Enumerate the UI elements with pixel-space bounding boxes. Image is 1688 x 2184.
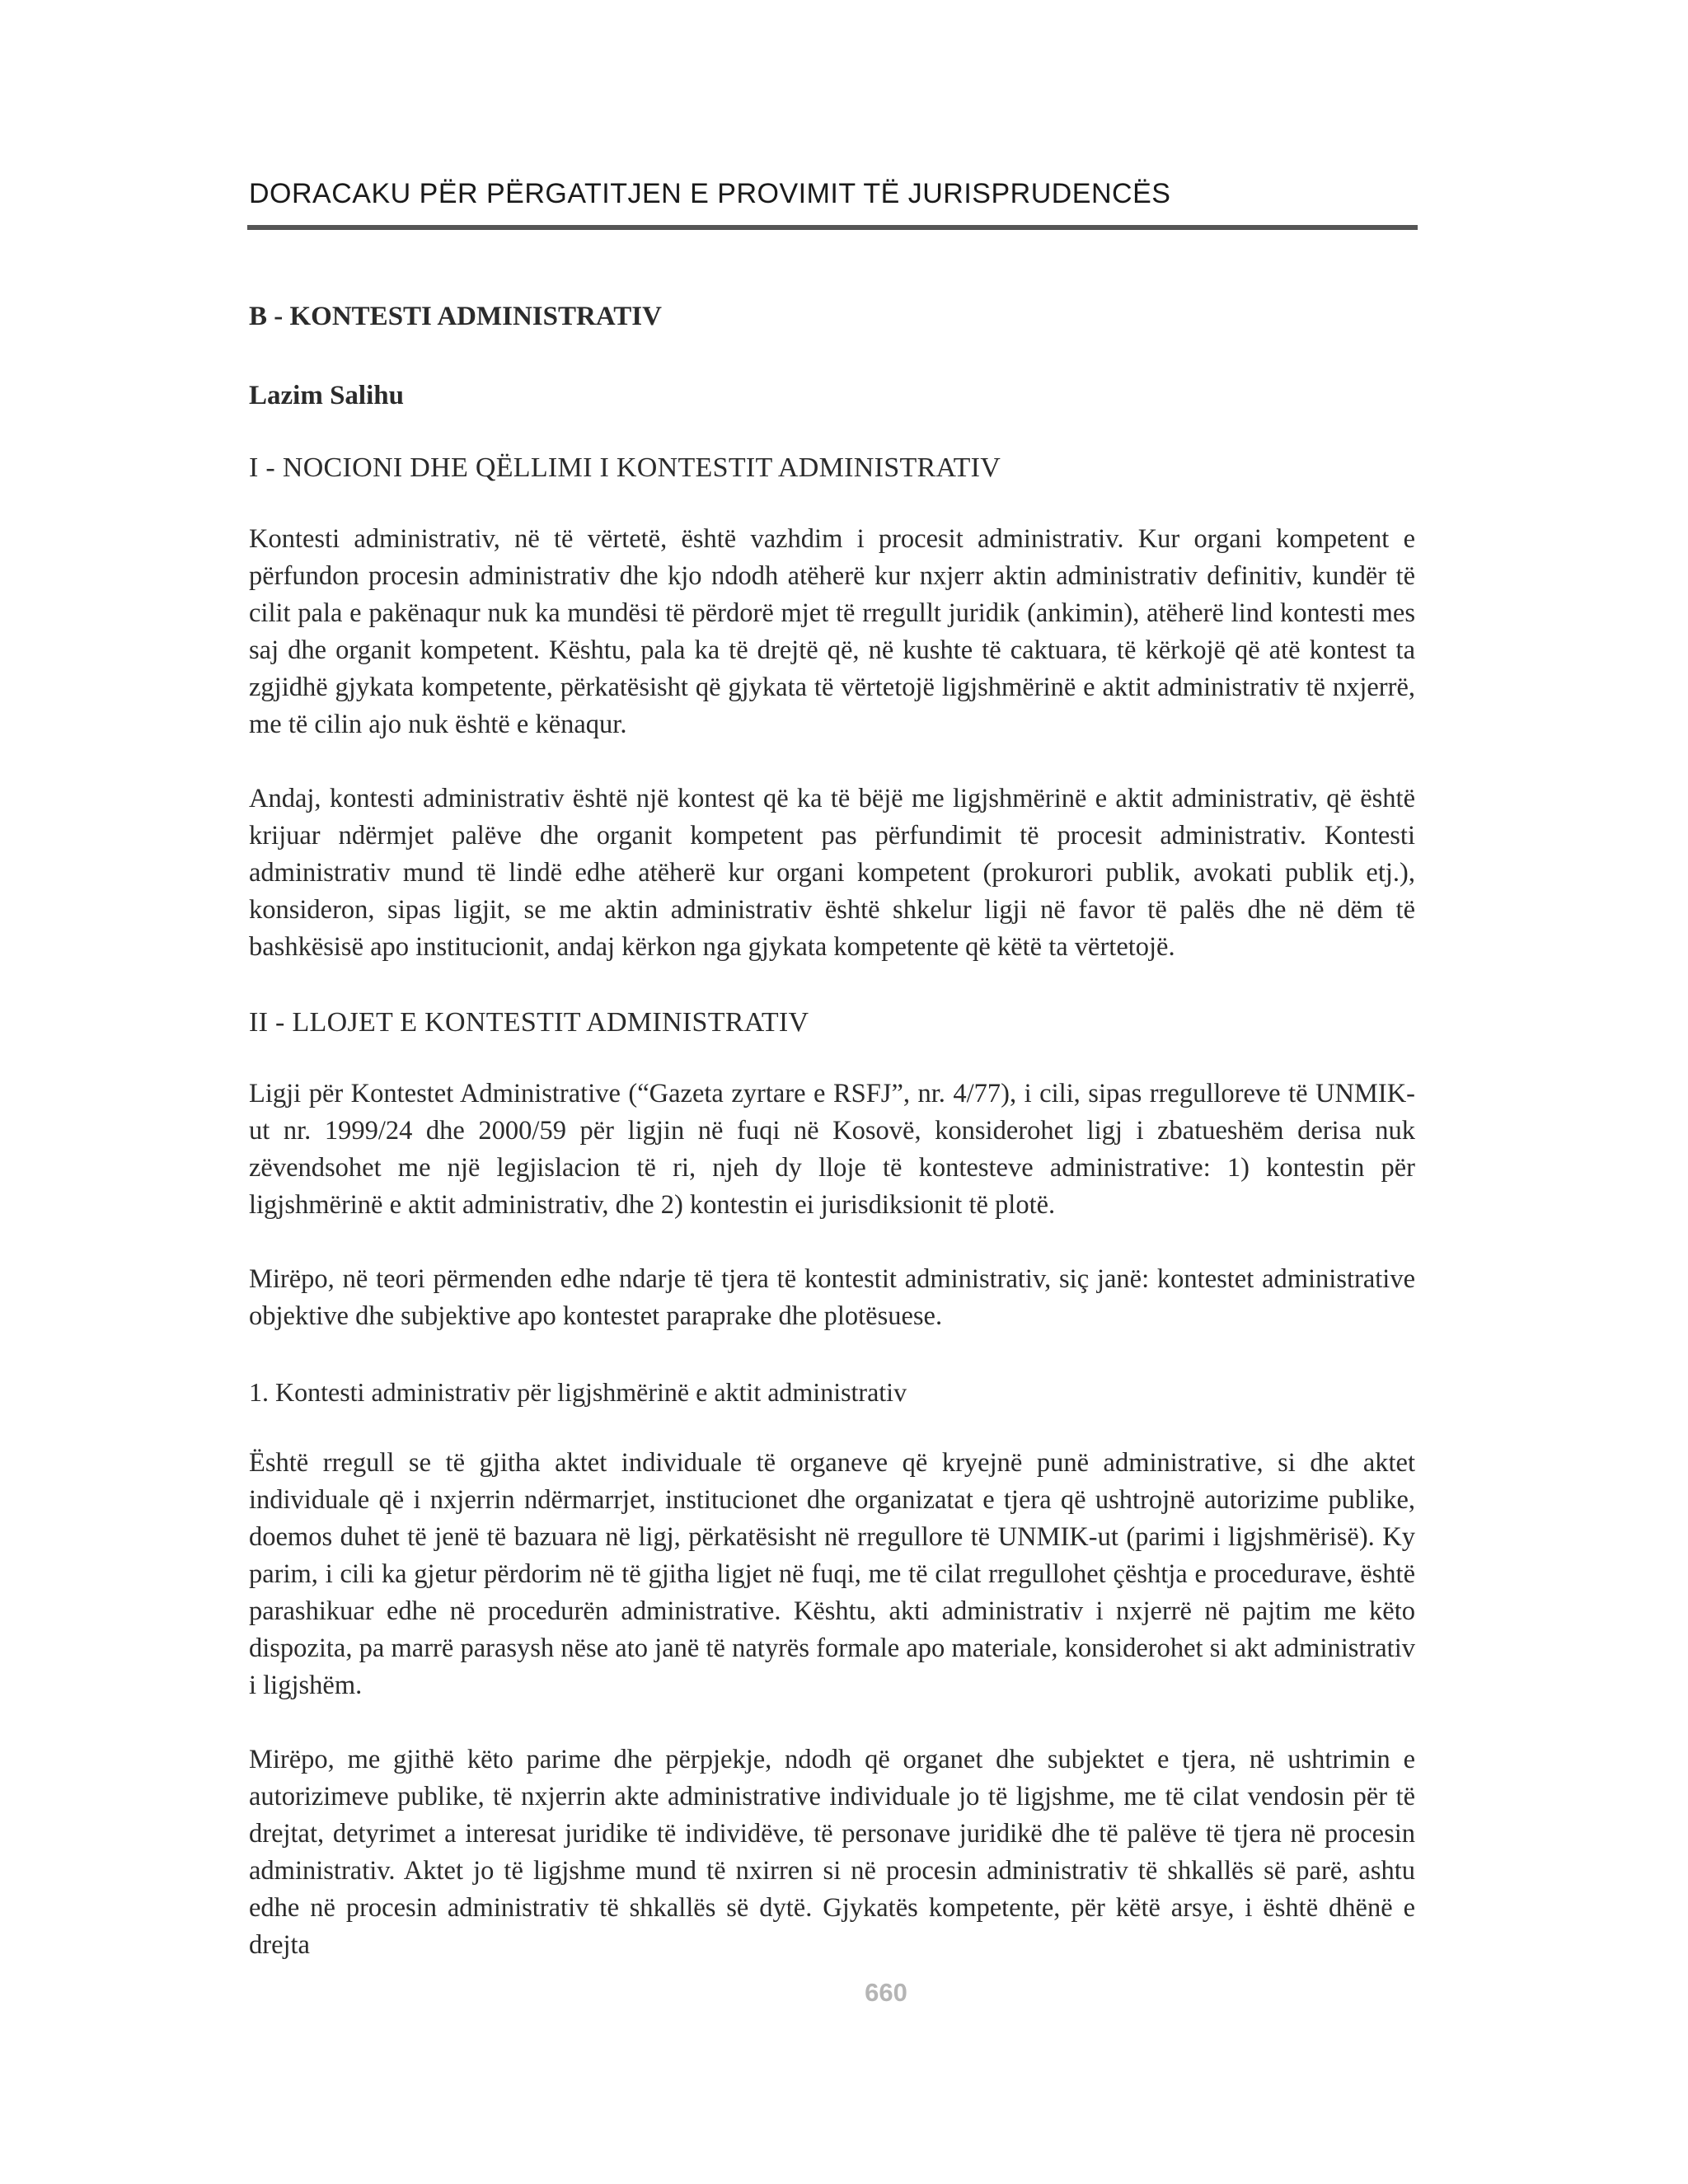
paragraph: Andaj, kontesti administrativ është një kontest që ka të bëjë me ligjshmërinë e aktit administrativ, që është krijuar ndërmjet palëve dhe organit kompetent pas përfundimit të procesit administrativ. Kontesti administrativ mund të lindë edhe atëherë kur organi kompetent (prokurori publik, avokati publik etj.), konsideron, sipas ligjit, se me aktin administrativ është shkelur ligji në favor të palës dhe në dëm të bashkësisë apo institucionit, andaj kërkon nga gjykata kompetente që këtë ta vërtetojë. [249,784,1415,962]
paragraph: Kontesti administrativ, në të vërtetë, është vazhdim i procesit administrativ. Kur organi kompetent e përfundon procesin administrativ dhe kjo ndodh atëherë kur nxjerr aktin administrativ definitiv, kundër të cilit pala e pakënaqur nuk ka mundësi të përdorë mjet të rregullt juridik (ankimin), atëherë lind kontesti mes saj dhe organit kompetent. Kështu, pala ka të drejtë që, në kushte të caktuara, të kërkojë që atë kontest ta zgjidhë gjykata kompetente, përkatësisht që gjykata të vërtetojë ligjshmërinë e aktit administrativ të nxjerrë, me të cilin ajo nuk është e kënaqur. [249,524,1415,739]
paragraph: Ligji për Kontestet Administrative (“Gazeta zyrtare e RSFJ”, nr. 4/77), i cili, sipas rregulloreve të UNMIK-ut nr. 1999/24 dhe 2000/59 për ligjin në fuqi në Kosovë, konsiderohet ligj i zbatueshëm derisa nuk zëvendsohet me një legjislacion të ri, njeh dy lloje të kontesteve administrative: 1) kontestin për ligjshmërinë e aktit administrativ, dhe 2) kontestin ei jurisdiksionit të plotë. [249,1079,1415,1220]
page-number: 660 [865,1978,907,2007]
document-title: B - KONTESTI ADMINISTRATIV [249,302,662,331]
paragraph: Mirëpo, në teori përmenden edhe ndarje të tjera të kontestit administrativ, siç janë: kontestet administrative objektive dhe subjektive apo kontestet paraprake dhe plotësuese. [249,1264,1415,1331]
subsection-heading: 1. Kontesti administrativ për ligjshmërinë e aktit administrativ [249,1377,907,1407]
section-heading-llojet: II - LLOJET E KONTESTIT ADMINISTRATIV [249,1007,809,1038]
page-content [249,297,1415,2001]
paragraph: Është rregull se të gjitha aktet individuale të organeve që kryejnë punë administrative, si dhe aktet individuale që i nxjerrin ndërmarrjet, institucionet dhe organizatat e tjera që ushtrojnë autorizime publike, doemos duhet të jenë të bazuara në ligj, përkatësisht në rregullore të UNMIK-ut (parimi i ligjshmërisë). Ky parim, i cili ka gjetur përdorim në të gjitha ligjet në fuqi, me të cilat rregullohet çështja e procedurave, është parashikuar edhe në procedurën administrative. Kështu, akti administrativ i nxjerrë në pajtim me këto dispozita, pa marrë parasysh nëse ato janë të natyrës formale apo materiale, konsiderohet si akt administrativ i ligjshëm. [249,1448,1415,1700]
running-header: DORACAKU PËR PËRGATITJEN E PROVIMIT TË JURISPRUDENCËS [249,178,1171,209]
section-heading-nocioni: I - NOCIONI DHE QËLLIMI I KONTESTIT ADMINISTRATIV [249,452,1001,483]
paragraph: Mirëpo, me gjithë këto parime dhe përpjekje, ndodh që organet dhe subjektet e tjera, në ushtrimin e autorizimeve publike, të nxjerrin akte administrative individuale jo të ligjshme, me të cilat vendosin për të drejtat, detyrimet a interesat juridike të individëve, të personave juridikë dhe të palëve të tjera në procesin administrativ. Aktet jo të ligjshme mund të nxirren si në procesin administrativ të shkallës së parë, ashtu edhe në procesin administrativ të shkallës së dytë. Gjykatës kompetente, për këtë arsye, i është dhënë e drejta [249,1745,1415,1960]
author-name: Lazim Salihu [249,381,404,410]
header-rule [247,225,1418,230]
